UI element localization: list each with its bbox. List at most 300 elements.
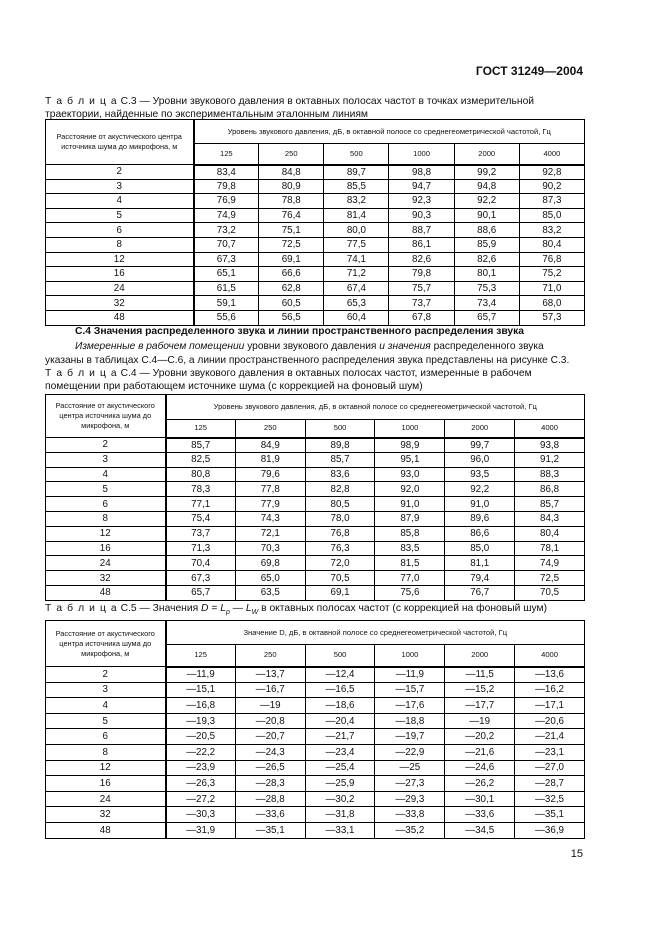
- table-row: [46, 467, 585, 482]
- value-cell: —29,3: [375, 791, 445, 807]
- frequency-group-header: Уровень звукового давления, дБ, в октавной полосе со среднегеометрической частотой, Гц: [194, 120, 585, 144]
- value-cell: 75,7: [389, 281, 454, 296]
- table-row: [46, 281, 585, 296]
- table-row: [46, 252, 585, 267]
- value-cell: —35,1: [235, 822, 305, 838]
- frequency-header: 250: [235, 645, 305, 667]
- value-cell: —36,9: [515, 822, 585, 838]
- value-cell: —32,5: [515, 791, 585, 807]
- table-c5-caption: Т а б л и ц а С.5 — Значения $D = L_p$ — $L_W$ в октавных полосах частот (с коррекцией на фоновый шум): [45, 603, 548, 617]
- value-cell: 91,0: [445, 497, 515, 512]
- value-cell: 91,2: [515, 452, 585, 467]
- value-cell: 65,7: [166, 585, 236, 600]
- value-cell: —11,9: [375, 667, 445, 683]
- para-text-1: уровни звукового давления: [244, 341, 380, 352]
- value-cell: —11,9: [166, 667, 236, 683]
- distance-cell: 24: [46, 791, 166, 807]
- frequency-header: 2000: [445, 645, 515, 667]
- value-cell: —20,4: [305, 713, 375, 729]
- value-cell: 77,8: [235, 482, 305, 497]
- value-cell: 78,8: [259, 194, 324, 209]
- value-cell: 79,6: [235, 467, 305, 482]
- value-cell: 93,8: [515, 438, 585, 453]
- value-cell: —12,4: [305, 667, 375, 683]
- value-cell: —16,5: [305, 682, 375, 698]
- table-row: [46, 511, 585, 526]
- value-cell: 80,0: [324, 223, 389, 238]
- value-cell: 88,6: [454, 223, 519, 238]
- value-cell: 77,5: [324, 237, 389, 252]
- value-cell: 80,8: [166, 467, 236, 482]
- table-row: [46, 296, 585, 311]
- distance-cell: 48: [46, 822, 166, 838]
- distance-cell: 2: [46, 165, 194, 180]
- table-row: [46, 237, 585, 252]
- value-cell: 70,7: [194, 237, 259, 252]
- value-cell: 67,3: [194, 252, 259, 267]
- value-cell: —30,3: [166, 807, 236, 823]
- value-cell: 89,8: [305, 438, 375, 453]
- value-cell: 81,9: [235, 452, 305, 467]
- value-cell: 85,7: [515, 497, 585, 512]
- value-cell: —25,4: [305, 760, 375, 776]
- distance-cell: 3: [46, 452, 166, 467]
- value-cell: —15,1: [166, 682, 236, 698]
- table-row: [46, 667, 585, 683]
- table-c3: [45, 119, 585, 326]
- frequency-header: 500: [324, 144, 389, 165]
- value-cell: 72,5: [515, 571, 585, 586]
- table-row: [46, 807, 585, 823]
- value-cell: 92,2: [454, 194, 519, 209]
- value-cell: 89,6: [445, 511, 515, 526]
- standard-header: ГОСТ 31249—2004: [475, 64, 583, 78]
- value-cell: —19,7: [375, 729, 445, 745]
- value-cell: —24,3: [235, 744, 305, 760]
- value-cell: 60,5: [259, 296, 324, 311]
- value-cell: 71,2: [324, 267, 389, 282]
- value-cell: 60,4: [324, 310, 389, 325]
- value-cell: —28,8: [235, 791, 305, 807]
- value-cell: 90,3: [389, 208, 454, 223]
- value-cell: 88,7: [389, 223, 454, 238]
- value-cell: 76,8: [305, 526, 375, 541]
- frequency-header: 4000: [519, 144, 584, 165]
- para-text-2: распределенного звука указаны в таблицах С.4—С.6, а линии пространственного распределения звука представлены на рисунке С.3.: [45, 341, 570, 366]
- value-cell: 76,3: [305, 541, 375, 556]
- table-row: [46, 452, 585, 467]
- value-cell: —11,5: [445, 667, 515, 683]
- value-cell: —27,0: [515, 760, 585, 776]
- value-cell: 93,5: [445, 467, 515, 482]
- value-cell: —13,6: [515, 667, 585, 683]
- frequency-header: 500: [305, 645, 375, 667]
- table-row: [46, 776, 585, 792]
- table-row: [46, 497, 585, 512]
- value-cell: 57,3: [519, 310, 584, 325]
- value-cell: 82,8: [305, 482, 375, 497]
- value-cell: —35,1: [515, 807, 585, 823]
- value-cell: 82,6: [389, 252, 454, 267]
- caption-text: С.3 — Уровни звукового давления в октавных полосах частот в точках измерительной траектории, найденные по экспериментальным эталонным линиям: [45, 96, 535, 120]
- distance-cell: 3: [46, 179, 194, 194]
- value-cell: 94,7: [389, 179, 454, 194]
- value-cell: 70,5: [305, 571, 375, 586]
- table-row: [46, 791, 585, 807]
- distance-cell: 4: [46, 194, 194, 209]
- distance-cell: 2: [46, 438, 166, 453]
- distance-cell: 32: [46, 571, 166, 586]
- frequency-header: 125: [194, 144, 259, 165]
- distance-cell: 6: [46, 729, 166, 745]
- value-cell: 82,6: [454, 252, 519, 267]
- table-row: [46, 526, 585, 541]
- frequency-group-header: Значение D, дБ, в октавной полосе со среднегеометрической частотой, Гц: [166, 621, 585, 645]
- value-cell: 90,2: [519, 179, 584, 194]
- value-cell: 84,3: [515, 511, 585, 526]
- value-cell: 85,0: [445, 541, 515, 556]
- value-cell: 95,1: [375, 452, 445, 467]
- value-cell: —26,5: [235, 760, 305, 776]
- value-cell: 69,1: [305, 585, 375, 600]
- value-cell: 79,4: [445, 571, 515, 586]
- value-cell: 78,1: [515, 541, 585, 556]
- table-row: [46, 585, 585, 600]
- value-cell: —17,6: [375, 698, 445, 714]
- caption-text: С.4 — Уровни звукового давления в октавных полосах частот, измеренные в рабочем помещении при работающем источнике шума (с коррекцией на фоновый шум): [45, 368, 532, 392]
- value-cell: —34,5: [445, 822, 515, 838]
- table-row: [46, 713, 585, 729]
- value-cell: 83,2: [324, 194, 389, 209]
- value-cell: 75,1: [259, 223, 324, 238]
- value-cell: —17,7: [445, 698, 515, 714]
- value-cell: —28,3: [235, 776, 305, 792]
- value-cell: —15,2: [445, 682, 515, 698]
- distance-cell: 16: [46, 541, 166, 556]
- value-cell: 77,0: [375, 571, 445, 586]
- value-cell: 83,5: [375, 541, 445, 556]
- value-cell: 80,5: [305, 497, 375, 512]
- value-cell: 86,6: [445, 526, 515, 541]
- value-cell: 76,7: [445, 585, 515, 600]
- value-cell: —26,3: [166, 776, 236, 792]
- page-number: 15: [570, 848, 583, 860]
- value-cell: —19,3: [166, 713, 236, 729]
- table-row: [46, 438, 585, 453]
- table-row: [46, 682, 585, 698]
- frequency-header: 125: [166, 645, 236, 667]
- value-cell: —18,8: [375, 713, 445, 729]
- value-cell: 73,4: [454, 296, 519, 311]
- distance-cell: 32: [46, 296, 194, 311]
- value-cell: —20,2: [445, 729, 515, 745]
- value-cell: 69,1: [259, 252, 324, 267]
- distance-cell: 4: [46, 698, 166, 714]
- value-cell: 98,8: [389, 165, 454, 180]
- value-cell: 87,9: [375, 511, 445, 526]
- value-cell: 91,0: [375, 497, 445, 512]
- value-cell: 75,3: [454, 281, 519, 296]
- value-cell: —30,2: [305, 791, 375, 807]
- value-cell: 92,2: [445, 482, 515, 497]
- value-cell: 71,0: [519, 281, 584, 296]
- frequency-header: 4000: [515, 420, 585, 438]
- value-cell: 72,0: [305, 556, 375, 571]
- distance-cell: 6: [46, 223, 194, 238]
- table-row: [46, 179, 585, 194]
- frequency-header: 2000: [445, 420, 515, 438]
- value-cell: 72,1: [235, 526, 305, 541]
- value-cell: 85,0: [519, 208, 584, 223]
- value-cell: —27,3: [375, 776, 445, 792]
- value-cell: 89,7: [324, 165, 389, 180]
- value-cell: 98,9: [375, 438, 445, 453]
- value-cell: 74,3: [235, 511, 305, 526]
- value-cell: 74,9: [194, 208, 259, 223]
- value-cell: —20,8: [235, 713, 305, 729]
- value-cell: 65,0: [235, 571, 305, 586]
- value-cell: —24,6: [445, 760, 515, 776]
- frequency-header: 4000: [515, 645, 585, 667]
- value-cell: —16,8: [166, 698, 236, 714]
- table-c5: [45, 620, 585, 839]
- distance-cell: 12: [46, 760, 166, 776]
- value-cell: 83,2: [519, 223, 584, 238]
- value-cell: 80,1: [454, 267, 519, 282]
- value-cell: 76,8: [519, 252, 584, 267]
- distance-cell: 48: [46, 310, 194, 325]
- para-emphasis-1: Измеренные в рабочем помещении: [75, 341, 245, 352]
- table-row: [46, 744, 585, 760]
- value-cell: 65,7: [454, 310, 519, 325]
- distance-cell: 48: [46, 585, 166, 600]
- value-cell: —33,6: [445, 807, 515, 823]
- section-c4-paragraph: [45, 340, 585, 367]
- value-cell: 68,0: [519, 296, 584, 311]
- value-cell: 85,7: [166, 438, 236, 453]
- value-cell: 71,3: [166, 541, 236, 556]
- value-cell: 59,1: [194, 296, 259, 311]
- value-cell: —16,7: [235, 682, 305, 698]
- value-cell: 88,3: [515, 467, 585, 482]
- distance-cell: 32: [46, 807, 166, 823]
- value-cell: 70,4: [166, 556, 236, 571]
- table-row: [46, 208, 585, 223]
- value-cell: —25,9: [305, 776, 375, 792]
- value-cell: 94,8: [454, 179, 519, 194]
- value-cell: —21,4: [515, 729, 585, 745]
- value-cell: 74,9: [515, 556, 585, 571]
- value-cell: 90,1: [454, 208, 519, 223]
- value-cell: 80,4: [519, 237, 584, 252]
- value-cell: 87,3: [519, 194, 584, 209]
- table-c3-caption: [45, 95, 585, 121]
- distance-cell: 16: [46, 267, 194, 282]
- value-cell: 73,7: [166, 526, 236, 541]
- value-cell: —23,4: [305, 744, 375, 760]
- value-cell: 75,2: [519, 267, 584, 282]
- value-cell: 81,5: [375, 556, 445, 571]
- value-cell: 81,4: [324, 208, 389, 223]
- value-cell: —16,2: [515, 682, 585, 698]
- value-cell: —20,5: [166, 729, 236, 745]
- value-cell: 74,1: [324, 252, 389, 267]
- frequency-header: 500: [305, 420, 375, 438]
- table-row: [46, 194, 585, 209]
- value-cell: 81,1: [445, 556, 515, 571]
- value-cell: 73,7: [389, 296, 454, 311]
- value-cell: 55,6: [194, 310, 259, 325]
- distance-cell: 5: [46, 208, 194, 223]
- caption-prefix: Т а б л и ц а: [45, 96, 118, 107]
- value-cell: 70,3: [235, 541, 305, 556]
- value-cell: 78,0: [305, 511, 375, 526]
- section-c4-title: С.4 Значения распределенного звука и линии пространственного распределения звука: [75, 326, 524, 337]
- value-cell: 82,5: [166, 452, 236, 467]
- table-row: [46, 556, 585, 571]
- value-cell: 99,7: [445, 438, 515, 453]
- para-emphasis-2: и значения: [379, 341, 431, 352]
- frequency-header: 2000: [454, 144, 519, 165]
- frequency-header: 250: [259, 144, 324, 165]
- value-cell: 79,8: [194, 179, 259, 194]
- value-cell: 92,8: [519, 165, 584, 180]
- table-row: [46, 541, 585, 556]
- value-cell: 70,5: [515, 585, 585, 600]
- value-cell: —35,2: [375, 822, 445, 838]
- value-cell: —13,7: [235, 667, 305, 683]
- value-cell: —31,9: [166, 822, 236, 838]
- frequency-header: 1000: [375, 420, 445, 438]
- value-cell: 72,5: [259, 237, 324, 252]
- value-cell: 66,6: [259, 267, 324, 282]
- value-cell: 78,3: [166, 482, 236, 497]
- distance-cell: 24: [46, 556, 166, 571]
- caption-prefix: Т а б л и ц а: [45, 368, 118, 379]
- value-cell: 77,1: [166, 497, 236, 512]
- table-row: [46, 223, 585, 238]
- distance-cell: 24: [46, 281, 194, 296]
- table-row: [46, 310, 585, 325]
- value-cell: 86,1: [389, 237, 454, 252]
- value-cell: 85,8: [375, 526, 445, 541]
- value-cell: 93,0: [375, 467, 445, 482]
- frequency-header: 1000: [389, 144, 454, 165]
- frequency-group-header: Уровень звукового давления, дБ, в октавной полосе со среднегеометрической частотой, Гц: [166, 395, 585, 420]
- value-cell: 77,9: [235, 497, 305, 512]
- value-cell: 65,3: [324, 296, 389, 311]
- table-row: [46, 267, 585, 282]
- value-cell: 92,0: [375, 482, 445, 497]
- value-cell: —30,1: [445, 791, 515, 807]
- value-cell: 65,1: [194, 267, 259, 282]
- distance-cell: 2: [46, 667, 166, 683]
- value-cell: 75,6: [375, 585, 445, 600]
- distance-cell: 8: [46, 511, 166, 526]
- table-c4-caption: [45, 367, 585, 393]
- frequency-header: 125: [166, 420, 236, 438]
- value-cell: 86,8: [515, 482, 585, 497]
- value-cell: 67,4: [324, 281, 389, 296]
- value-cell: 85,7: [305, 452, 375, 467]
- table-row: [46, 165, 585, 180]
- value-cell: —33,8: [375, 807, 445, 823]
- distance-cell: 5: [46, 713, 166, 729]
- value-cell: —28,7: [515, 776, 585, 792]
- value-cell: 56,5: [259, 310, 324, 325]
- distance-cell: 4: [46, 467, 166, 482]
- value-cell: 92,3: [389, 194, 454, 209]
- value-cell: —23,1: [515, 744, 585, 760]
- value-cell: 76,4: [259, 208, 324, 223]
- value-cell: —19: [445, 713, 515, 729]
- distance-cell: 12: [46, 526, 166, 541]
- value-cell: 63,5: [235, 585, 305, 600]
- value-cell: —31,8: [305, 807, 375, 823]
- distance-column-header: Расстояние от акустического центра источника шума до микрофона, м: [46, 621, 166, 667]
- distance-column-header: Расстояние от акустического центра источника шума до микрофона, м: [46, 120, 194, 165]
- value-cell: 96,0: [445, 452, 515, 467]
- value-cell: 99,2: [454, 165, 519, 180]
- value-cell: 61,5: [194, 281, 259, 296]
- value-cell: —20,7: [235, 729, 305, 745]
- table-c4: [45, 394, 585, 601]
- frequency-header: 1000: [375, 645, 445, 667]
- table-row: [46, 822, 585, 838]
- table-row: [46, 729, 585, 745]
- frequency-header: 250: [235, 420, 305, 438]
- value-cell: 85,9: [454, 237, 519, 252]
- distance-column-header: Расстояние от акустического центра источника шума до микрофона, м: [46, 395, 166, 438]
- value-cell: 69,8: [235, 556, 305, 571]
- value-cell: —26,2: [445, 776, 515, 792]
- value-cell: 80,4: [515, 526, 585, 541]
- value-cell: —21,6: [445, 744, 515, 760]
- value-cell: 76,9: [194, 194, 259, 209]
- value-cell: —20,6: [515, 713, 585, 729]
- value-cell: —15,7: [375, 682, 445, 698]
- value-cell: 83,4: [194, 165, 259, 180]
- value-cell: 75,4: [166, 511, 236, 526]
- value-cell: —17,1: [515, 698, 585, 714]
- value-cell: 62,8: [259, 281, 324, 296]
- table-row: [46, 482, 585, 497]
- value-cell: 80,9: [259, 179, 324, 194]
- caption-prefix: Т а б л и ц а: [45, 603, 118, 614]
- value-cell: —33,1: [305, 822, 375, 838]
- distance-cell: 8: [46, 237, 194, 252]
- table-row: [46, 571, 585, 586]
- value-cell: 67,3: [166, 571, 236, 586]
- value-cell: 79,8: [389, 267, 454, 282]
- distance-cell: 6: [46, 497, 166, 512]
- value-cell: —23,9: [166, 760, 236, 776]
- value-cell: 83,6: [305, 467, 375, 482]
- value-cell: 84,9: [235, 438, 305, 453]
- value-cell: —27,2: [166, 791, 236, 807]
- table-row: [46, 698, 585, 714]
- distance-cell: 8: [46, 744, 166, 760]
- distance-cell: 3: [46, 682, 166, 698]
- value-cell: —19: [235, 698, 305, 714]
- distance-cell: 16: [46, 776, 166, 792]
- value-cell: —22,2: [166, 744, 236, 760]
- value-cell: —22,9: [375, 744, 445, 760]
- value-cell: 67,8: [389, 310, 454, 325]
- value-cell: 84,8: [259, 165, 324, 180]
- distance-cell: 5: [46, 482, 166, 497]
- value-cell: —33,6: [235, 807, 305, 823]
